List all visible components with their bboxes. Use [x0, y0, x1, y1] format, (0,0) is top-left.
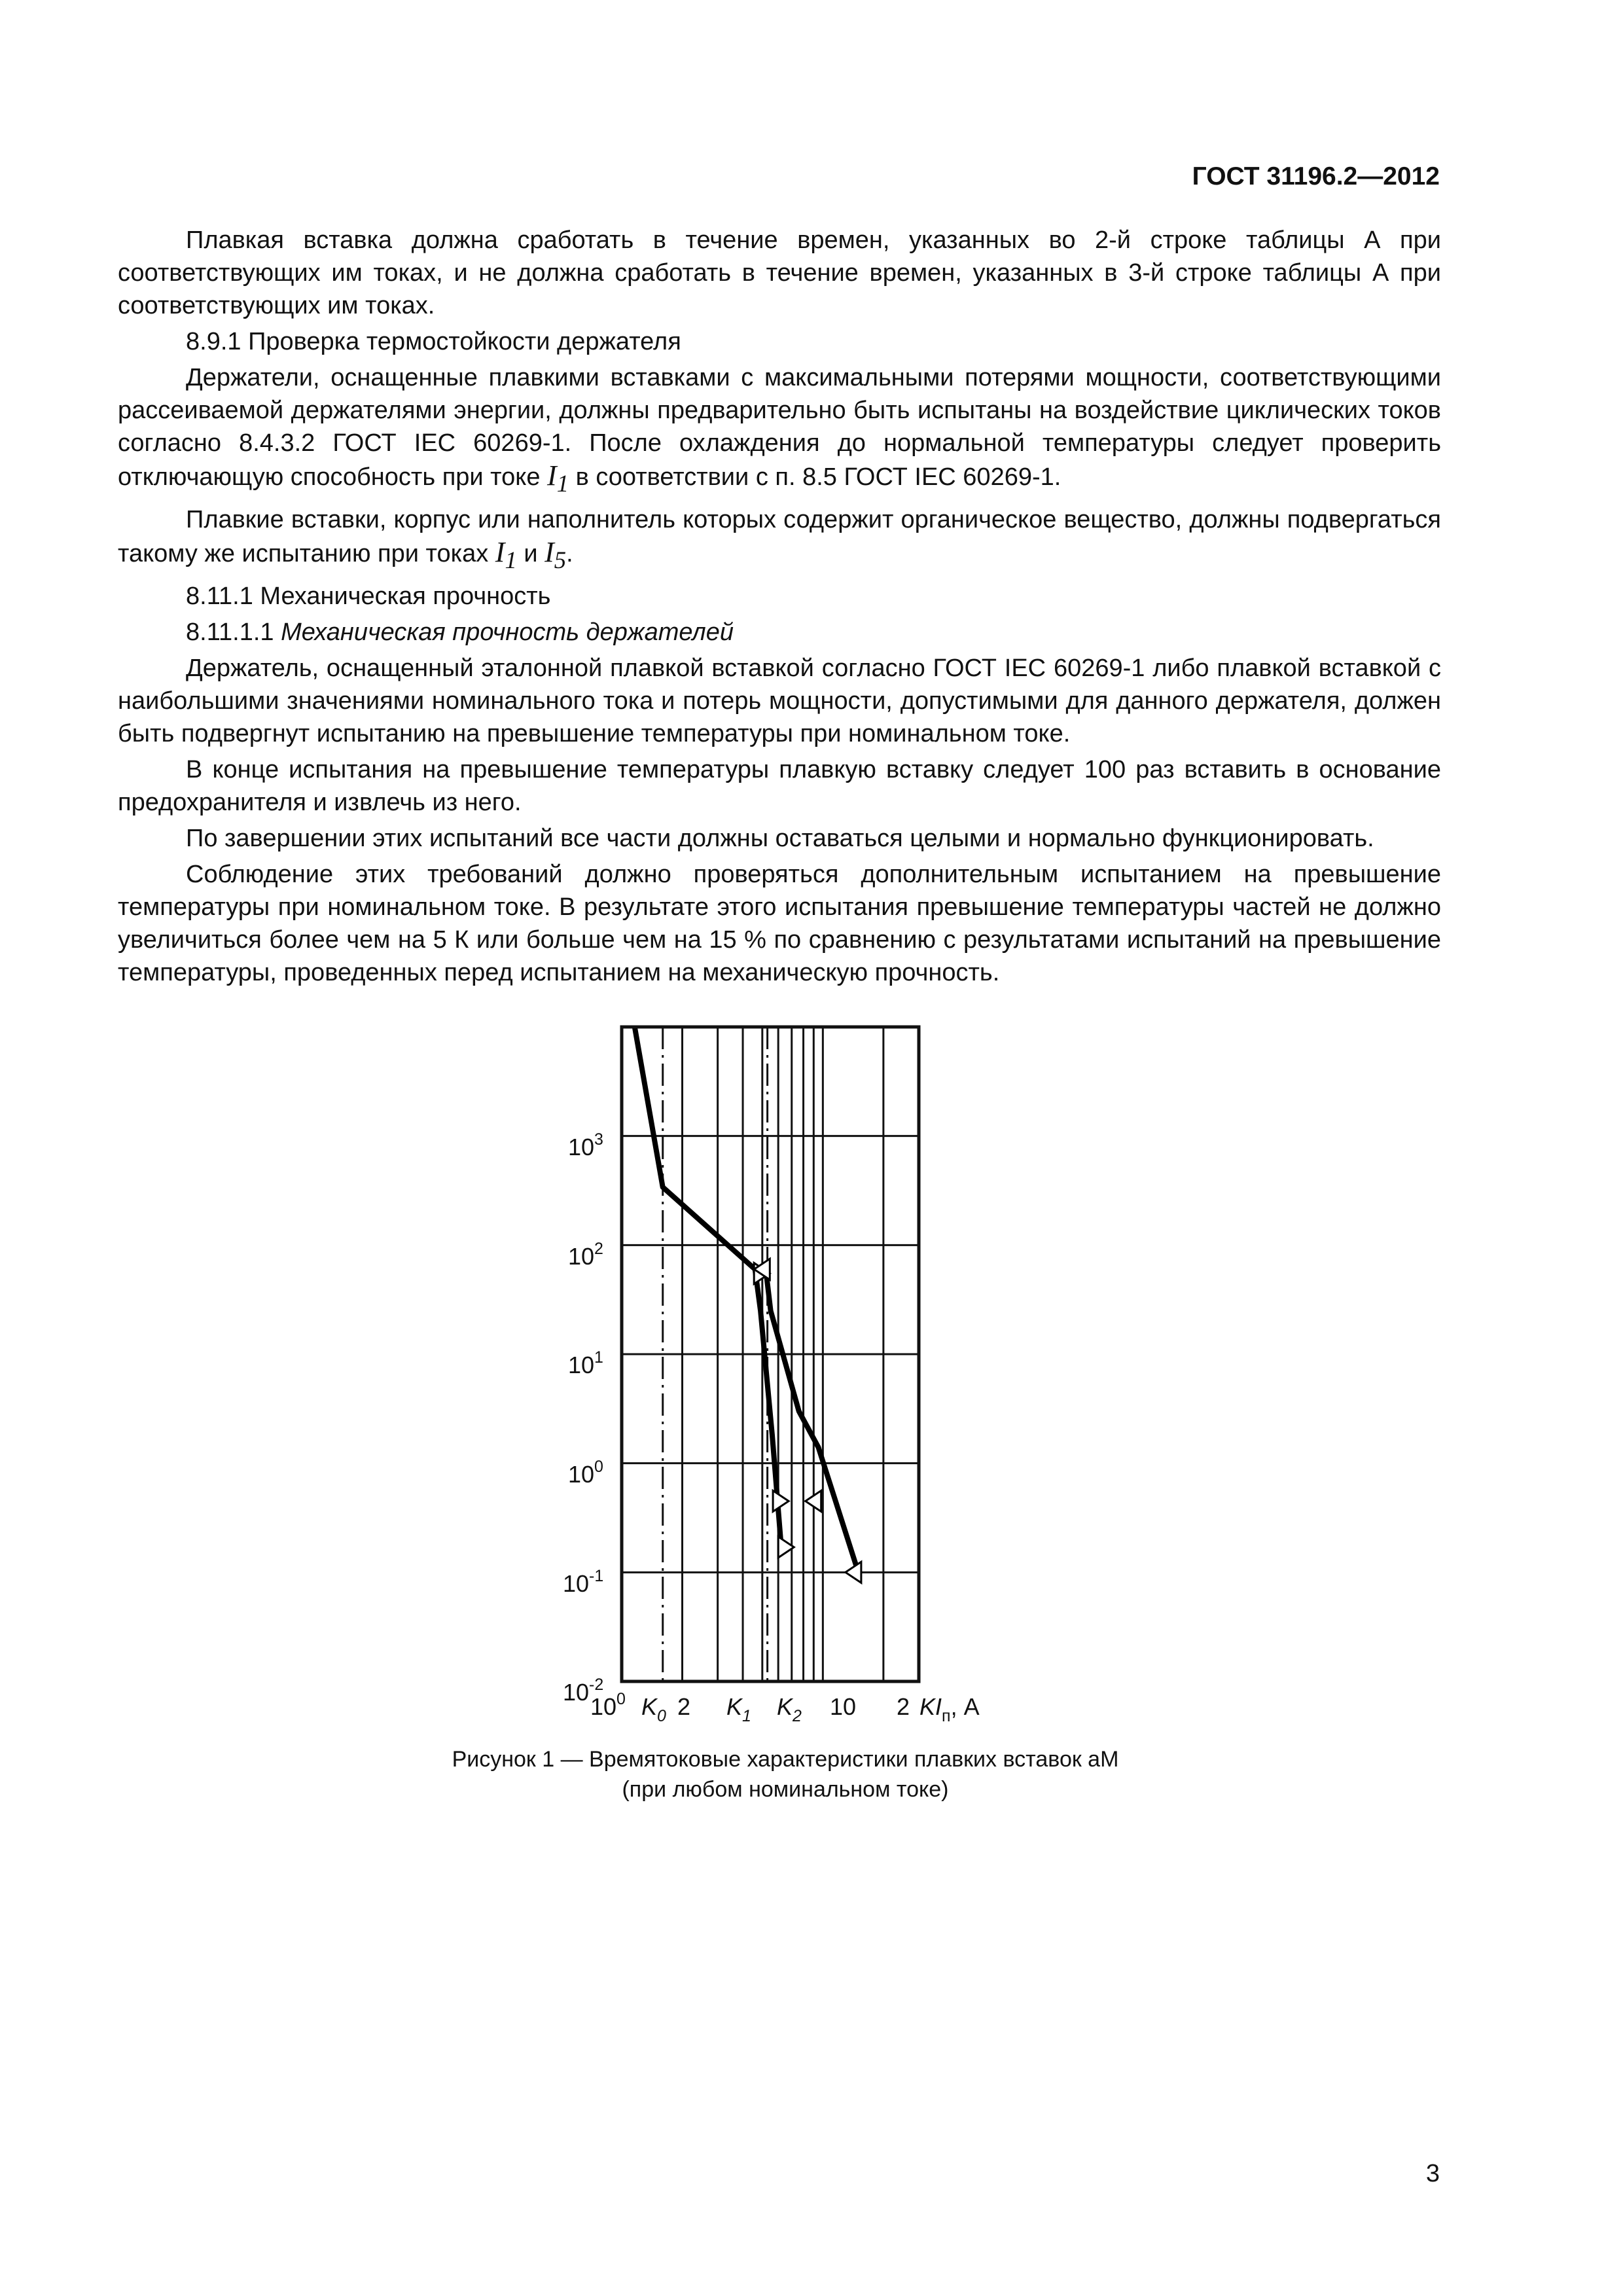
paragraph: Плавкие вставки, корпус или наполнитель которых содержит органическое вещество, должны подвергаться такому же испытанию при токах $I_1$ и $I_5$. [118, 505, 1441, 573]
paragraph: По завершении этих испытаний все части должны оставаться целыми и нормально функционировать. [186, 824, 1374, 852]
x-tick-label: 10 [830, 1693, 857, 1720]
caption-line: (при любом номинальном токе) [622, 1777, 949, 1802]
symbol-i1: $I_1$ [547, 459, 569, 497]
section-heading: 8.11.1 Механическая прочность [186, 582, 551, 610]
y-tick-label: $10^{-1}$ [563, 1567, 604, 1597]
characteristic-curve [635, 1027, 781, 1545]
x-axis-labels [590, 1690, 980, 1725]
section-heading: 8.9.1 Проверка термостойкости держателя [186, 328, 681, 355]
paragraph: Держатели, оснащенные плавкими вставками с максимальными потерями мощности, соответствующими рассеиваемой держателями энергии, должны предварительно быть испытаны на воздействие циклических токов согласно 8.4.3.2 ГОСТ IEC 60269-1. После охлаждения до нормальной температуры следует проверить отключающую способность при токе $I_1$ в соответствии с п. 8.5 ГОСТ IEC 60269-1. [118, 364, 1441, 497]
x-tick-label-k2: $K_2$ [777, 1693, 802, 1725]
figure [550, 1011, 1021, 1731]
x-tick-label: $10^0$ [590, 1690, 626, 1720]
subsection-heading: 8.11.1.1 Механическая прочность держателей [186, 618, 734, 646]
paragraph: Держатель, оснащенный эталонной плавкой вставкой согласно ГОСТ IEC 60269-1 либо плавкой вставкой с наибольшими значениями номинального тока и потерь мощности, допустимыми для данного держателя, должен быть подвергнут испытанию на превышение температуры при номинальном токе. [118, 654, 1441, 747]
paragraph: Соблюдение этих требований должно проверяться дополнительным испытанием на превышение температуры при номинальном токе. В результате этого испытания превышение температуры частей не должно увеличиться более чем на 5 К или больше чем на 15 % по сравнению с результатами испытаний на превышение температуры, проведенных перед испытанием на механическую прочность. [118, 860, 1441, 986]
symbol-i1: $I_1$ [495, 535, 517, 573]
x-tick-label: 2 [897, 1693, 910, 1720]
page-number: 3 [1425, 2160, 1440, 2187]
symbol-i5: $I_5$ [544, 535, 567, 573]
y-tick-label: $10^0$ [568, 1458, 603, 1488]
x-tick-label: 2 [677, 1693, 691, 1720]
y-tick-label: $10^3$ [568, 1130, 603, 1160]
paragraph: Плавкая вставка должна сработать в течение времен, указанных во 2-й строке таблицы А при соответствующих им токах, и не должна сработать в течение времен, указанных в 3-й строке таблицы А при соответствующих им токах. [118, 226, 1441, 319]
y-tick-label: $10^1$ [568, 1348, 603, 1378]
x-axis-title: $KI_п$, А [919, 1693, 980, 1725]
time-current-chart [550, 1011, 1021, 1731]
tolerance-marker [773, 1491, 789, 1512]
figure-caption [262, 1744, 1309, 1804]
caption-line: Рисунок 1 — Времятоковые характеристики плавких вставок aM [452, 1747, 1119, 1772]
x-tick-label-k1: $K_1$ [726, 1693, 751, 1725]
x-tick-label-k0: $K_0$ [641, 1693, 666, 1725]
y-axis-labels [563, 1130, 603, 1706]
y-tick-label: $10^{-2}$ [563, 1676, 604, 1706]
body-text [118, 224, 1441, 992]
paragraph: В конце испытания на превышение температуры плавкую вставку следует 100 раз вставить в основание предохранителя и извлечь из него. [118, 755, 1441, 816]
y-tick-label: $10^2$ [568, 1240, 603, 1270]
document-header: ГОСТ 31196.2—2012 [1192, 162, 1440, 190]
